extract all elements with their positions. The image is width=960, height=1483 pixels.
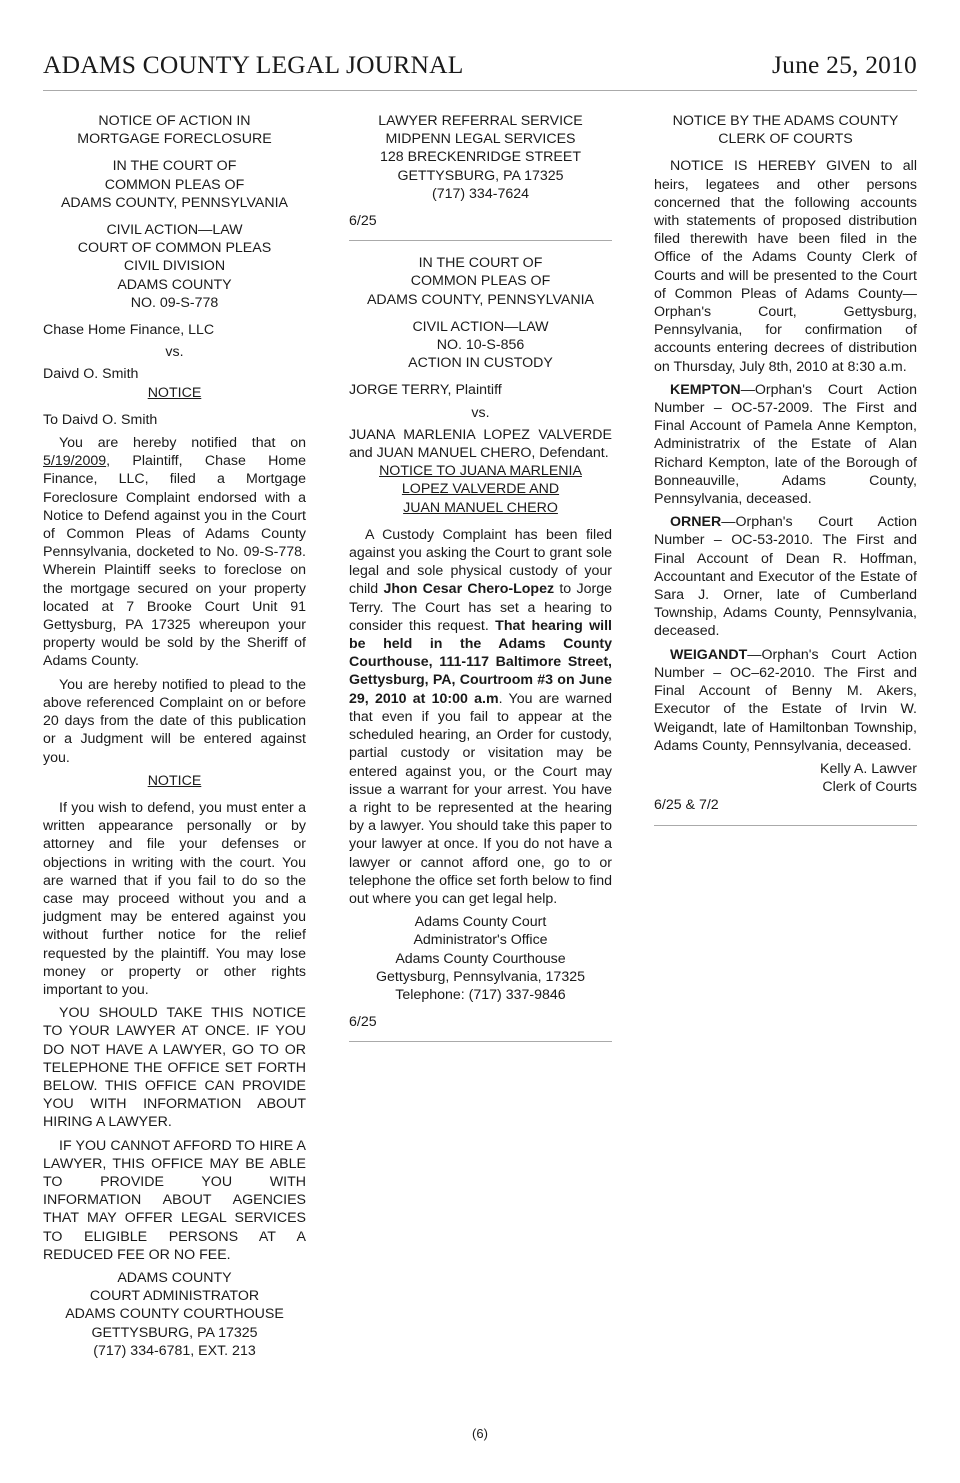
filing-date: 5/19/2009 — [43, 453, 107, 470]
column-clerk-notice — [654, 112, 917, 839]
custody-paragraph: A Custody Complaint has been filed against you asking the Court to grant sole legal and sole physical custody of your child Jhon Cesar Chero-Lopez to Jorge Terry. The Court has set a hearing to consider this request. That hearing will be held in the Adams County Courthouse, 111-117 Baltimore Street, Gettysburg, PA, Courtroom #3 on June 29, 2010 at 10:00 a.m. You are warned that even if you fail to appear at the scheduled hearing, an Order for custody, partial custody or visitation may be entered against you, or the Court may issue a warrant for your arrest. You have a right to be represented at the hearing by a lawyer. You should take this paper to your lawyer at once. If you do not have a lawyer or cannot afford one, go to or telephone the office set forth below to find out where you can get legal help. — [349, 526, 612, 907]
action-caption: CIVIL ACTION—LAW — [412, 318, 549, 335]
publication-date: 6/25 — [349, 213, 377, 230]
action-caption: CIVIL ACTION—LAW — [106, 222, 243, 239]
issue-date: June 25, 2010 — [772, 50, 917, 79]
notice-title: NOTICE BY THE ADAMS COUNTY — [672, 113, 899, 129]
notice-heading: NOTICE TO JUANA MARLENIA — [379, 463, 582, 480]
clerk-intro-paragraph: NOTICE IS HEREBY GIVEN to all heirs, legatees and other persons concerned that the following accounts with statements of proposed distribution filed therewith have been filed in the Office of the Adams County Clerk of Courts and will be presented to the Court of Common Pleas of Adams County—Orphan's Court, Gettysburg, Pennsylvania, for confirmation of accounts entering decrees of distribution on Thursday, July 8th, 2010 at 8:30 a.m. — [654, 158, 917, 375]
child-name: Jhon Cesar Chero-Lopez — [383, 581, 555, 598]
signature-title: Clerk of Courts — [822, 779, 917, 796]
court-name: ADAMS COUNTY, PENNSYLVANIA — [366, 291, 595, 308]
notice-title: MORTGAGE FORECLOSURE — [77, 131, 272, 148]
court-name: COMMON PLEAS OF — [104, 176, 245, 193]
action-caption: ACTION IN CUSTODY — [408, 355, 553, 372]
versus: vs. — [165, 344, 184, 361]
estate-name: KEMPTON — [670, 381, 741, 398]
section-divider — [349, 1041, 612, 1042]
notice-paragraph-caps: IF YOU CANNOT AFFORD TO HIRE A LAWYER, THIS OFFICE MAY BE ABLE TO PROVIDE YOU WITH INFORMATION ABOUT AGENCIES THAT MAY OFFER LEGAL SERVICES TO ELIGIBLE PERSONS AT A REDUCED FEE OR NO FEE. — [43, 1137, 306, 1263]
plaintiff: Chase Home Finance, LLC — [43, 322, 215, 339]
court-administrator-address: ADAMS COUNTY — [117, 1269, 232, 1286]
court-administrator-address: Gettysburg, Pennsylvania, 17325 — [375, 968, 585, 985]
header-rule — [43, 90, 917, 91]
section-divider — [654, 825, 917, 826]
court-name: IN THE COURT OF — [418, 255, 543, 272]
notice-paragraph-caps: YOU SHOULD TAKE THIS NOTICE TO YOUR LAWYER AT ONCE. IF YOU DO NOT HAVE A LAWYER, GO TO OR TELEPHONE THE OFFICE SET FORTH BELOW. THIS OFFICE CAN PROVIDE YOU WITH INFORMATION ABOUT HIRING A LAWYER. — [43, 1005, 306, 1131]
addressee: To Daivd O. Smith — [43, 411, 158, 428]
estate-account-entry: WEIGANDT—Orphan's Court Action Number – OC–62-2010. The First and Final Account of Benny M. Akers, Executor of the Estate of Irvin W. Weigandt, late of Hamiltonban Township, Adams County, Pennsylvania, deceased. — [654, 646, 917, 754]
notice-heading: NOTICE — [147, 384, 202, 401]
court-administrator-address: ADAMS COUNTY COURTHOUSE — [65, 1306, 284, 1323]
page-number: (6) — [472, 1426, 488, 1441]
docket-number: NO. 09-S-778 — [130, 294, 219, 311]
action-caption: ADAMS COUNTY — [117, 276, 232, 293]
notice-title: NOTICE OF ACTION IN — [98, 113, 251, 129]
notice-paragraph: You are hereby notified to plead to the above referenced Complaint on or before 20 days from the date of this publication or a Judgment will be entered against you. — [43, 676, 306, 766]
notice-heading: LOPEZ VALVERDE AND — [401, 481, 560, 498]
docket-number: NO. 10-S-856 — [436, 337, 525, 354]
referral-service-address: 128 BRECKENRIDGE STREET — [379, 149, 582, 166]
notice-paragraph: You are hereby notified that on 5/19/2009, Plaintiff, Chase Home Finance, LLC, filed a Mortgage Foreclosure Complaint endorsed with a Notice to Defend against you in the Court of Common Pleas of Adams County Pennsylvania, docketed to No. 09-S-778. Wherein Plaintiff seeks to foreclose on the mortgage secured on your property located at 7 Brooke Court Unit 91 Gettysburg, PA 17325 whereupon your property would be sold by the Sheriff of Adams County. — [43, 435, 306, 670]
plaintiff: JORGE TERRY, Plaintiff — [349, 382, 502, 399]
court-administrator-address: COURT ADMINISTRATOR — [89, 1288, 260, 1305]
column-custody-notice — [349, 112, 612, 1055]
notice-title: CLERK OF COURTS — [718, 131, 853, 148]
referral-service-address: MIDPENN LEGAL SERVICES — [385, 131, 576, 148]
publication-date: 6/25 & 7/2 — [654, 797, 719, 814]
notice-heading: JUAN MANUEL CHERO — [403, 499, 558, 516]
journal-header — [43, 50, 917, 86]
court-name: ADAMS COUNTY, PENNSYLVANIA — [60, 194, 289, 211]
notice-heading: NOTICE — [147, 772, 202, 789]
versus: vs. — [471, 404, 490, 421]
defendant: JUANA MARLENIA LOPEZ VALVERDE and JUAN MANUEL CHERO, Defendant. — [349, 426, 612, 462]
publication-date: 6/25 — [349, 1014, 377, 1031]
referral-service-address: LAWYER REFERRAL SERVICE — [378, 113, 583, 129]
action-caption: COURT OF COMMON PLEAS — [77, 240, 272, 257]
court-administrator-address: Administrator's Office — [413, 932, 548, 949]
estate-account-entry: KEMPTON—Orphan's Court Action Number – OC-57-2009. The First and Final Account of Pamela Anne Kempton, Administratrix of the Estate of Alan Richard Kempton, late of the Borough of Bonneauville, Adams County, Pennsylvania, deceased. — [654, 381, 917, 508]
court-name: COMMON PLEAS OF — [410, 273, 551, 290]
action-caption: CIVIL DIVISION — [123, 258, 226, 275]
court-administrator-address: GETTYSBURG, PA 17325 — [91, 1324, 258, 1341]
court-administrator-address: Adams County Court — [414, 914, 547, 931]
court-administrator-phone: Telephone: (717) 337-9846 — [395, 986, 566, 1003]
estate-name: WEIGANDT — [670, 646, 748, 663]
estate-name: ORNER — [670, 514, 722, 531]
notice-paragraph: If you wish to defend, you must enter a written appearance personally or by attorney and file your defenses or objections in writing with the court. You are warned that if you fail to do so the case may proceed without you and a judgment may be entered against you without further notice for the relief requested by the plaintiff. You may lose money or property or other rights important to you. — [43, 799, 306, 998]
journal-title: ADAMS COUNTY LEGAL JOURNAL — [43, 50, 464, 79]
section-divider — [349, 240, 612, 241]
estate-account-entry: ORNER—Orphan's Court Action Number – OC-53-2010. The First and Final Account of Dean R. Hoffman, Accountant and Executor of the Estate of Sara J. Orner, late of Cumberland Township, Adams County, Pennsylvania, deceased. — [654, 514, 917, 640]
court-name: IN THE COURT OF — [112, 158, 237, 175]
court-administrator-address: Adams County Courthouse — [395, 950, 566, 967]
signature-name: Kelly A. Lawver — [820, 760, 917, 777]
defendant: Daivd O. Smith — [43, 366, 139, 383]
hearing-details: That hearing will be held in the Adams County Courthouse, 111-117 Baltimore Street, Gettysburg, PA, Courtroom #3 on June 29, 2010 at 10:00 a.m — [349, 617, 612, 707]
court-administrator-phone: (717) 334-6781, EXT. 213 — [93, 1342, 256, 1359]
column-mortgage-foreclosure-notice — [43, 112, 306, 1360]
referral-service-phone: (717) 334-7624 — [431, 185, 530, 202]
referral-service-address: GETTYSBURG, PA 17325 — [397, 167, 564, 184]
